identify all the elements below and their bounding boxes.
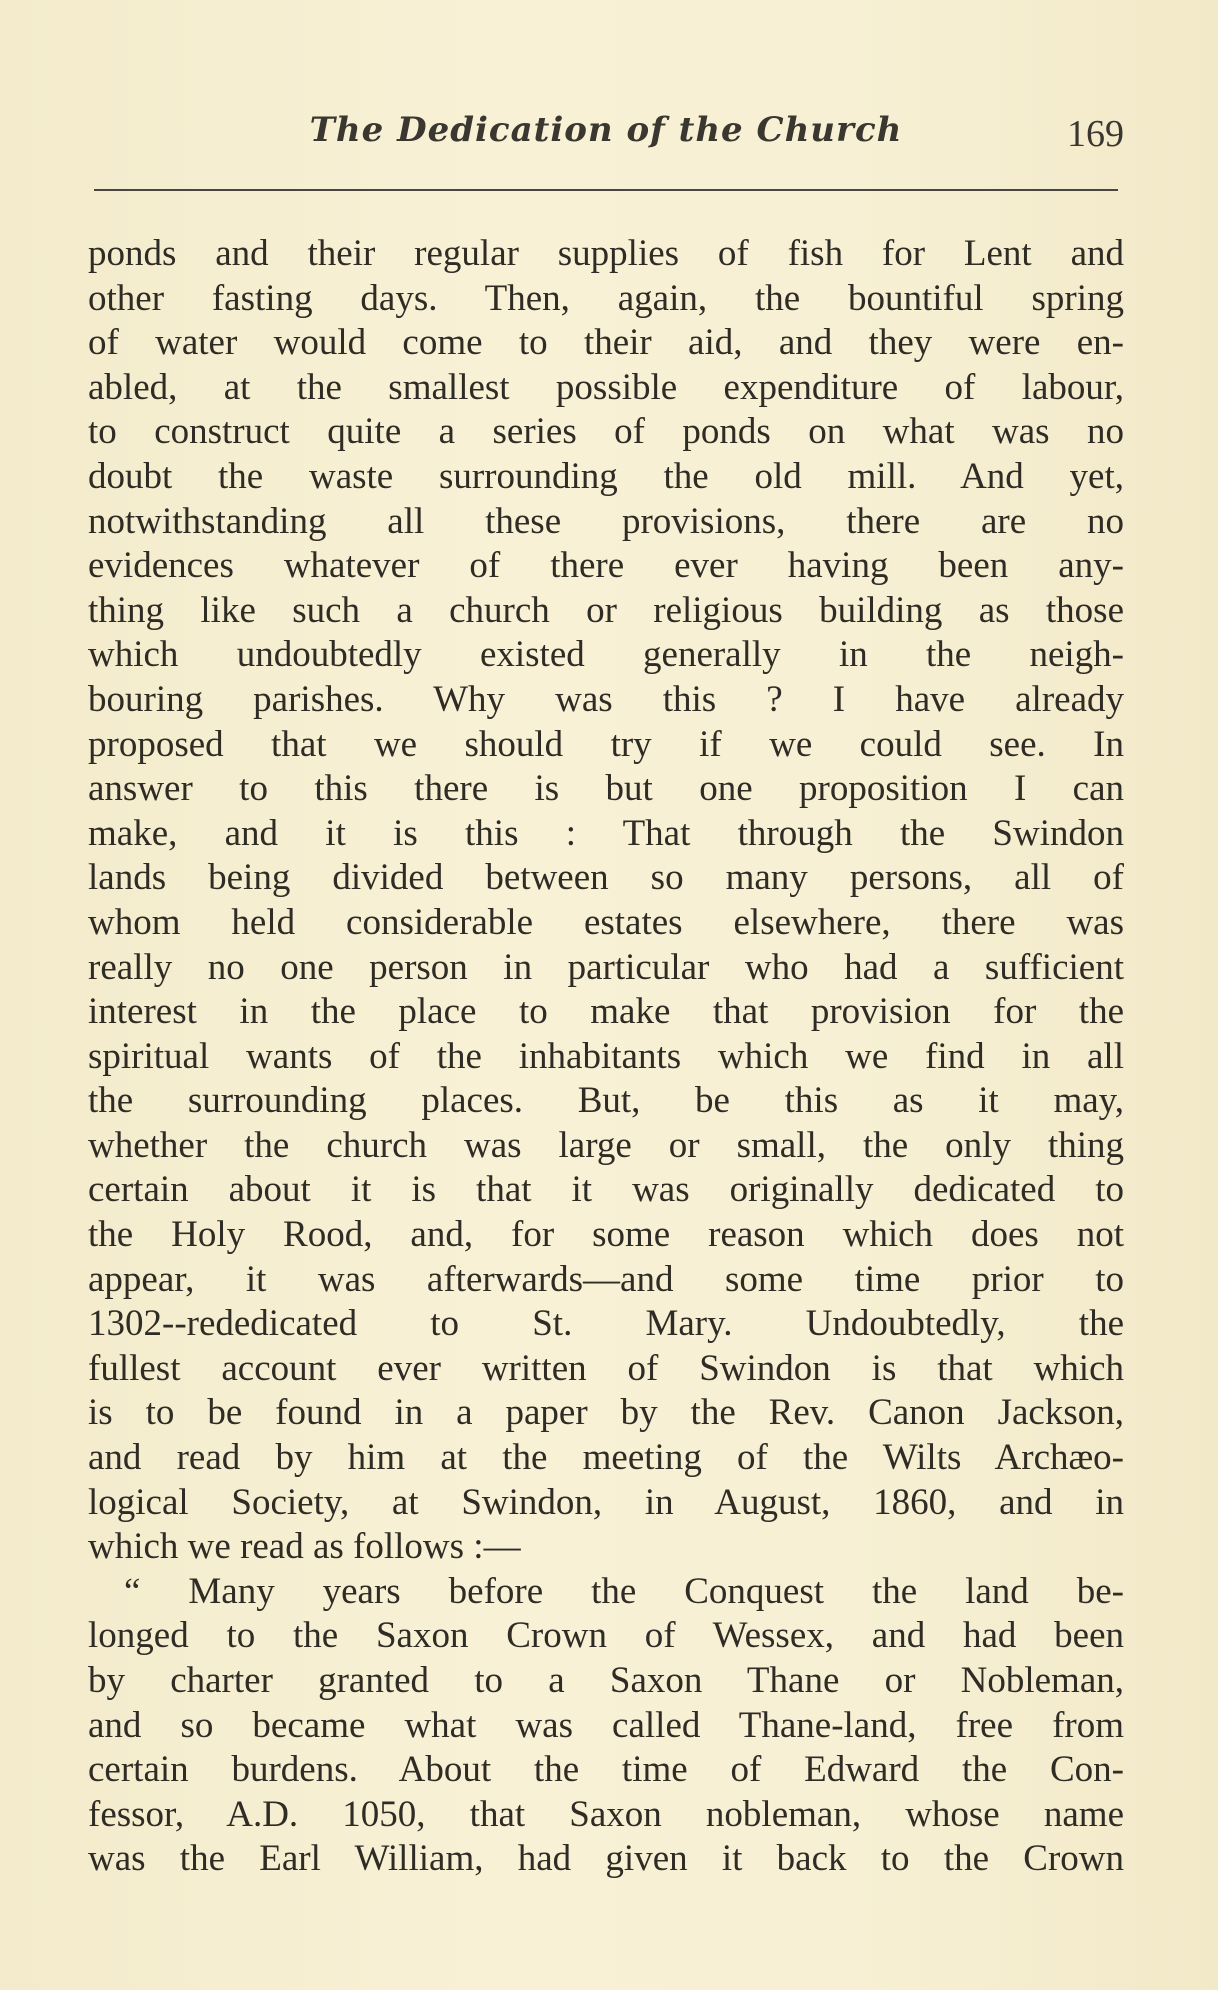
text-line: proposed that we should try if we could see. In [88,723,1124,765]
text-line: really no one person in particular who had a sufficient [88,946,1124,988]
text-line: interest in the place to make that provision for the [88,991,1124,1033]
text-line: whether the church was large or small, the only thing [88,1124,1124,1166]
text-line: logical Society, at Swindon, in August, 1860, and in [88,1481,1124,1523]
text-line: by charter granted to a Saxon Thane or Nobleman, [88,1660,1124,1701]
text-line: longed to the Saxon Crown of Wessex, and had been [88,1615,1124,1657]
text-line: fullest account ever written of Swindon is that which [88,1347,1124,1389]
text-line: which undoubtedly existed generally in the neigh- [88,634,1124,676]
text-line: which we read as follows :— [88,1526,521,1568]
text-line: doubt the waste surrounding the old mill. And yet, [88,455,1124,497]
text-line: certain about it is that it was originally dedicated to [88,1169,1124,1211]
header-rule [94,189,1118,191]
text-line: and read by him at the meeting of the Wilts Archæo- [88,1437,1124,1479]
text-line: notwithstanding all these provisions, there are no [88,500,1124,542]
page-number: 169 [1067,113,1124,155]
text-line: answer to this there is but one proposition I can [88,768,1124,810]
text-line: is to be found in a paper by the Rev. Canon Jackson, [88,1392,1124,1434]
body-text [88,232,1124,1882]
text-line: “ Many years before the Conquest the land be- [124,1570,1124,1612]
text-line: bouring parishes. Why was this ? I have already [88,678,1124,720]
text-line: whom held considerable estates elsewhere, there was [88,901,1124,943]
text-line: make, and it is this : That through the Swindon [88,812,1124,854]
text-line: ponds and their regular supplies of fish for Lent and [88,233,1124,274]
text-line: abled, at the smallest possible expenditure of labour, [88,366,1124,408]
text-line: of water would come to their aid, and they were en- [88,322,1124,364]
running-head [88,110,1124,170]
text-line: fessor, A.D. 1050, that Saxon nobleman, whose name [88,1793,1124,1835]
text-line: was the Earl William, had given it back to the Crown [88,1838,1124,1880]
text-line: the Holy Rood, and, for some reason which does not [88,1214,1124,1256]
text-line: spiritual wants of the inhabitants which we find in all [88,1035,1124,1077]
text-line: thing like such a church or religious building as those [88,589,1124,631]
text-line: evidences whatever of there ever having been any- [88,545,1124,587]
running-title: The Dedication of the Church [309,110,903,150]
text-line: 1302--rededicated to St. Mary. Undoubtedly, the [88,1303,1124,1345]
text-line: and so became what was called Thane-land, free from [88,1704,1124,1746]
text-line: certain burdens. About the time of Edward the Con- [88,1749,1124,1791]
text-line: the surrounding places. But, be this as it may, [88,1080,1124,1122]
text-line: lands being divided between so many persons, all of [88,857,1124,899]
text-line: appear, it was afterwards—and some time prior to [88,1258,1124,1300]
text-line: to construct quite a series of ponds on what was no [88,411,1124,453]
text-line: other fasting days. Then, again, the bountiful spring [88,277,1124,319]
